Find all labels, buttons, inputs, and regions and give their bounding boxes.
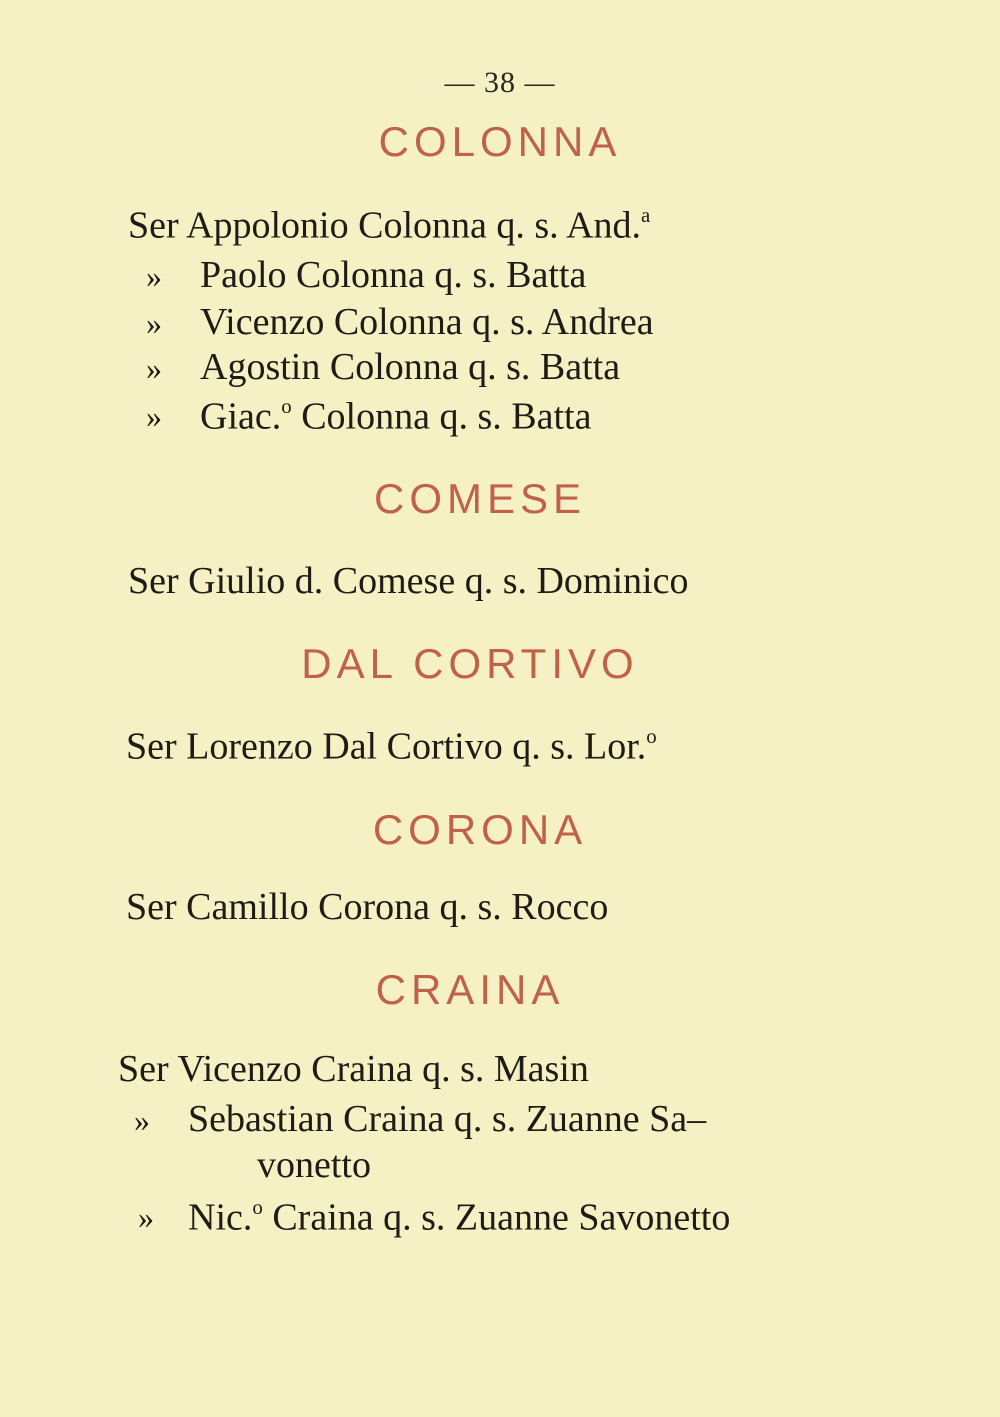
entry-line: Ser Appolonio Colonna q. s. And.$^a$ xyxy=(128,203,651,247)
entry-line: Ser Camillo Corona q. s. Rocco xyxy=(126,886,609,928)
section-heading-colonna: COLONNA xyxy=(378,118,622,165)
entry-line: Nic.$^o$ Craina q. s. Zuanne Savonetto xyxy=(188,1195,731,1239)
section-heading-corona: CORONA xyxy=(372,806,588,853)
section-heading-craina: CRAINA xyxy=(375,966,565,1013)
ditto-mark: » xyxy=(134,1102,150,1138)
ditto-mark: » xyxy=(146,398,162,434)
entry-line: Vicenzo Colonna q. s. Andrea xyxy=(200,301,654,343)
section-heading-comese: COMESE xyxy=(373,475,587,522)
ditto-mark: » xyxy=(146,350,162,386)
entry-line-continuation: vonetto xyxy=(257,1144,371,1186)
ditto-mark: » xyxy=(146,305,162,341)
entry-line: Paolo Colonna q. s. Batta xyxy=(200,254,587,296)
entry-line: Agostin Colonna q. s. Batta xyxy=(200,346,621,388)
entry-line: Giac.$^o$ Colonna q. s. Batta xyxy=(200,394,592,438)
page-number: — 38 — xyxy=(444,66,556,99)
ditto-mark: » xyxy=(138,1199,154,1235)
entry-line: Ser Giulio d. Comese q. s. Dominico xyxy=(128,560,689,602)
section-heading-dal-cortivo: DAL CORTIVO xyxy=(301,640,639,687)
entry-line: Sebastian Craina q. s. Zuanne Sa– xyxy=(188,1098,707,1140)
entry-line: Ser Lorenzo Dal Cortivo q. s. Lor.$^o$ xyxy=(126,724,657,768)
entry-line: Ser Vicenzo Craina q. s. Masin xyxy=(118,1048,589,1090)
ditto-mark: » xyxy=(146,258,162,294)
